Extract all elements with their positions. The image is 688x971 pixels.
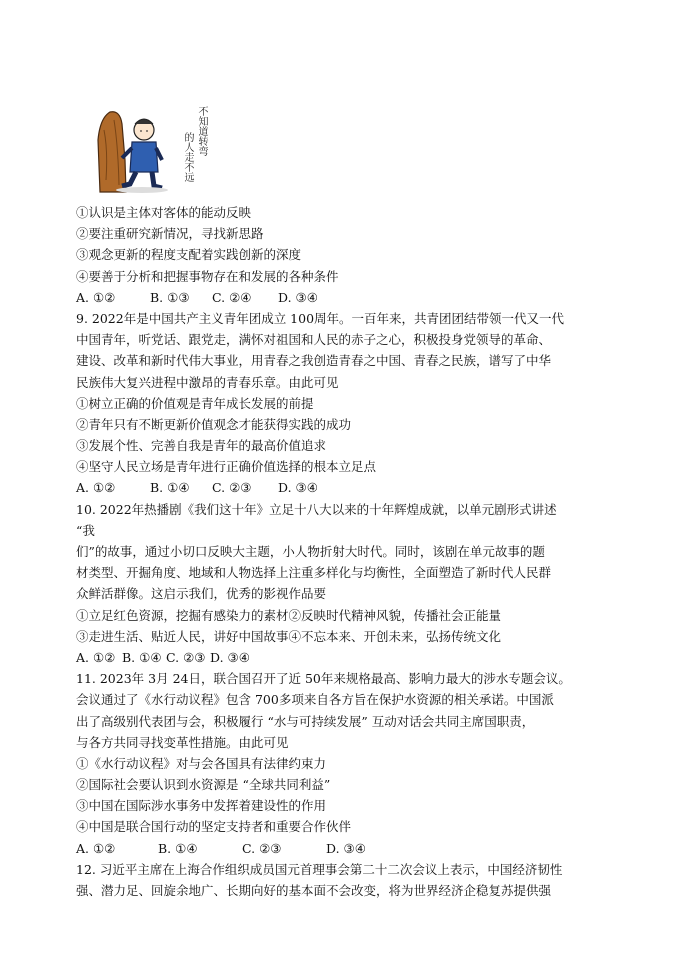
q11-stem-line-1: 11. 2023年 3月 24日，联合国召开了近 50年来规格最高、影响力最大的涉水专题会议。	[76, 671, 571, 687]
q8-statement-1: ①认识是主体对客体的能动反映	[76, 205, 252, 220]
q10-statements-3-4: ③走进生活、贴近人民，讲好中国故事④不忘本来、开创未来，弘扬传统文化	[76, 628, 502, 644]
q9-stem-line-3: 建设、改革和新时代伟大事业，用青春之我创造青春之中国、青春之民族，谱写了中华	[76, 353, 552, 369]
q10-stem-line-4: 材类型、开掘角度、地域和人物选择上注重多样化与均衡性，全面塑造了新时代人民群	[76, 565, 552, 581]
q9-statement-2: ②青年只有不断更新价值观念才能获得实践的成功	[76, 416, 352, 432]
q10-option-d: D. ③④	[210, 649, 250, 665]
q12-stem-line-1: 12. 习近平主席在上海合作组织成员国元首理事会第二十二次会议上表示，中国经济韧性	[76, 861, 563, 877]
q10-option-c: C. ②③	[166, 649, 206, 665]
q10-stem-line-3: 们”的故事，通过小切口反映大主题，小人物折射大时代。同时，该剧在单元故事的题	[76, 544, 545, 559]
q11-statement-2: ②国际社会要认识到水资源是 “全球共同利益”	[76, 777, 331, 793]
q9-option-a: A. ①②	[76, 480, 116, 496]
q11-option-b: B. ①④	[158, 840, 198, 856]
q9-stem-line-4: 民族伟大复兴进程中激昂的青春乐章。由此可见	[76, 374, 339, 390]
q9-option-b: B. ①④	[150, 480, 190, 496]
q8-option-a: A. ①②	[76, 289, 116, 305]
q11-stem-line-2: 会议通过了《水行动议程》包含 700多项来自各方旨在保护水资源的相关承诺。中国派	[76, 692, 554, 708]
q9-stem-line-1: 9. 2022年是中国共产主义青年团成立 100周年。一百年来，共青团团结带领一代又一代	[76, 310, 565, 326]
q11-statement-3: ③中国在国际涉水事务中发挥着建设性的作用	[76, 798, 327, 814]
q9-statement-1: ①树立正确的价值观是青年成长发展的前提	[76, 395, 314, 411]
cartoon-caption-1: 不知道转弯	[196, 106, 207, 156]
q10-statements-1-2: ①立足红色资源，挖掘有感染力的素材②反映时代精神风貌，传播社会正能量	[76, 607, 502, 623]
q8-options	[76, 287, 636, 308]
q10-option-b: B. ①④	[122, 649, 162, 665]
q9-statement-4: ④坚守人民立场是青年进行正确价值选择的根本立足点	[76, 459, 377, 475]
q10-option-a: A. ①②	[76, 649, 116, 665]
cartoon-caption-2: 的人走不远	[182, 132, 193, 182]
q11-stem-line-3: 出了高级别代表团与会，积极履行 “水与可持续发展” 互动对话会共同主席国职责，	[76, 713, 535, 729]
q8-statement-2: ②要注重研究新情况，寻找新思路	[76, 226, 264, 242]
q9-statement-3: ③发展个性、完善自我是青年的最高价值追求	[76, 438, 327, 454]
q9-options	[76, 477, 636, 498]
q8-statement-3: ③观念更新的程度支配着实践创新的深度	[76, 247, 302, 263]
q10-stem-line-2: “我	[76, 522, 95, 538]
q11-option-a: A. ①②	[76, 840, 116, 856]
q10-options	[76, 647, 636, 668]
q10-stem-line-5: 众鲜活群像。这启示我们，优秀的影视作品要	[76, 586, 327, 602]
question-text-body	[76, 202, 636, 901]
q11-option-d: D. ③④	[326, 840, 366, 856]
q8-option-b: B. ①③	[150, 289, 190, 305]
q8-statement-4: ④要善于分析和把握事物存在和发展的各种条件	[76, 268, 339, 284]
q12-stem-line-2: 强、潜力足、回旋余地广、长期向好的基本面不会改变，将为世界经济企稳复苏提供强	[76, 883, 552, 898]
q8-option-c: C. ②④	[212, 289, 252, 305]
q9-option-d: D. ③④	[278, 480, 318, 496]
q9-option-c: C. ②③	[212, 480, 252, 496]
q8-option-d: D. ③④	[278, 289, 318, 305]
q11-option-c: C. ②③	[242, 840, 282, 856]
q11-options	[76, 838, 636, 859]
q10-stem-line-1: 10. 2022年热播剧《我们这十年》立足十八大以来的十年辉煌成就，以单元剧形式讲述	[76, 501, 557, 517]
q11-statement-1: ①《水行动议程》对与会各国具有法律约束力	[76, 755, 327, 771]
q11-stem-line-4: 与各方共同寻找变革性措施。由此可见	[76, 734, 289, 750]
q9-stem-line-2: 中国青年，听党话、跟党走，满怀对祖国和人民的赤子之心，积极投身党领导的革命、	[76, 332, 552, 348]
q11-statement-4: ④中国是联合国行动的坚定支持者和重要合作伙伴	[76, 819, 352, 835]
